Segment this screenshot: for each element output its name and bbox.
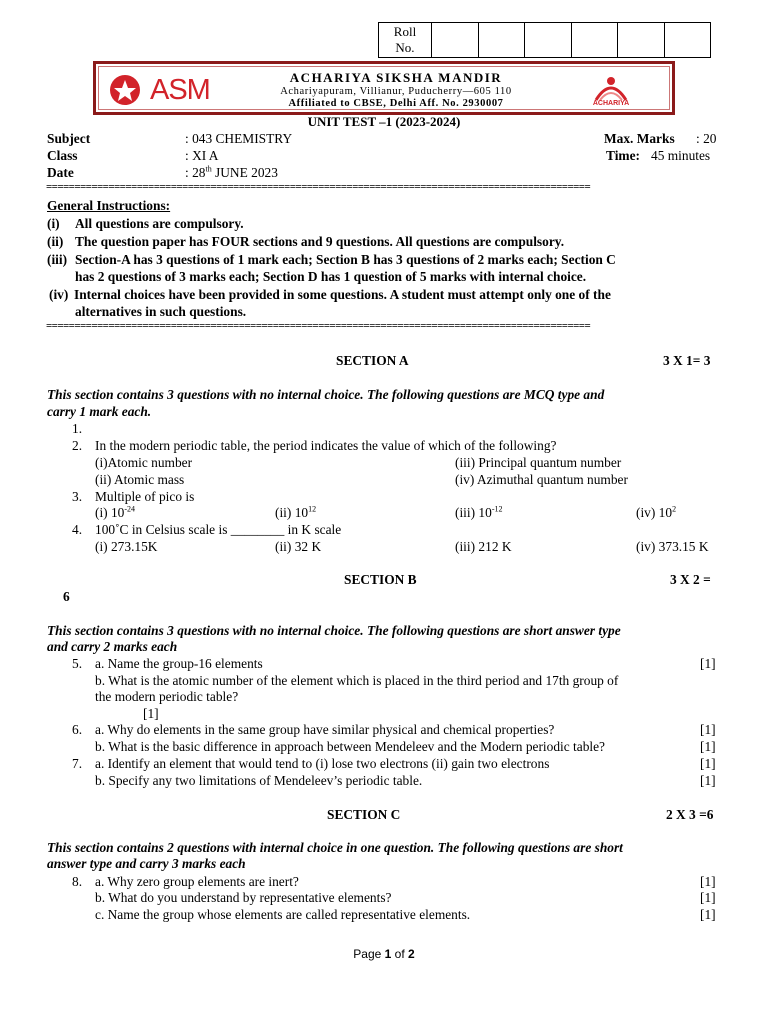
instruction-text-cont: alternatives in such questions. [75,304,247,319]
separator-line: ================================================================================================ [46,181,591,193]
exam-title: UNIT TEST –1 (2023-2024) [307,114,461,129]
section-c-title: SECTION C [327,807,401,822]
school-address: Achariyapuram, Villianur, Puducherry—605 110 [280,86,512,97]
section-b-description-cont: and carry 2 marks each [47,639,178,654]
option [455,505,503,521]
page-footer [0,947,768,961]
instruction-item [47,216,244,232]
subject-value: : 043 CHEMISTRY [185,131,293,146]
question-number: 5. [72,656,83,671]
option: (ii) Atomic mass [95,472,185,487]
option: (iii) Principal quantum number [455,455,622,470]
section-a-title: SECTION A [336,353,409,368]
option-exponent: -24 [124,504,136,514]
question-number: 4. [72,522,83,537]
date-month-year: JUNE 2023 [211,165,278,180]
date-value [185,165,278,181]
question-number: 6. [72,722,83,737]
section-c-marks: 2 X 3 =6 [666,807,714,822]
question-text: Multiple of pico is [95,489,195,504]
question-number: 7. [72,756,83,771]
section-b-marks-cont: 6 [63,589,70,604]
question-marks: [1] [700,890,716,905]
roll-cell [618,23,665,57]
instruction-number: (ii) [47,234,64,249]
question-number: 2. [72,438,83,453]
option-base: (i) 10 [95,505,125,520]
page-word: Page [353,947,382,961]
option [95,505,135,521]
question-text: 100˚C in Celsius scale is ________ in K scale [95,522,342,537]
question-marks: [1] [143,706,159,721]
section-b-description: This section contains 3 questions with no internal choice. The following questions are short answer type [47,623,621,638]
school-affiliation: Affiliated to CBSE, Delhi Aff. No. 2930007 [288,98,504,109]
star-icon [110,75,140,105]
option-exponent: -12 [491,504,503,514]
option-exponent: 2 [672,504,677,514]
separator-line: ================================================================================================ [46,320,591,332]
question-number: 1. [72,421,83,436]
class-value: : XI A [185,148,219,163]
question-marks: [1] [700,656,716,671]
question-text: c. Name the group whose elements are called representative elements. [95,907,471,922]
instructions-heading: General Instructions: [47,198,171,213]
roll-label-line2: No. [395,40,415,55]
question-text: a. Name the group-16 elements [95,656,263,671]
instruction-item [49,287,611,303]
section-b-title: SECTION B [344,572,417,587]
instruction-item [47,252,616,268]
section-b-marks: 3 X 2 = [670,572,711,587]
option-base: (iv) 10 [636,505,673,520]
question-text: b. What do you understand by representative elements? [95,890,392,905]
question-text-cont: the modern periodic table? [95,689,239,704]
instruction-text: The question paper has FOUR sections and 9 questions. All questions are compulsory. [75,234,565,249]
option: (i) 273.15K [95,539,158,554]
question-marks: [1] [700,907,716,922]
instruction-item [47,234,565,250]
instruction-number: (iv) [49,287,69,302]
date-label: Date [47,165,74,180]
achariya-logo-text: ACHARIYA [592,100,630,107]
question-text: In the modern periodic table, the period indicates the value of which of the following? [95,438,557,453]
roll-cell [665,23,711,57]
option: (iv) Azimuthal quantum number [455,472,628,487]
section-a-description: This section contains 3 questions with no internal choice. The following questions are MCQ type and [47,387,605,402]
of-word: of [394,947,405,961]
asm-logo-text: ASM [150,74,210,106]
asm-logo [110,72,230,108]
question-text: a. Why zero group elements are inert? [95,874,299,889]
school-banner [93,61,675,115]
roll-label [379,23,432,57]
class-label: Class [47,148,78,163]
option [636,505,676,521]
question-marks: [1] [700,756,716,771]
instruction-text-cont: has 2 questions of 3 marks each; Section D has 1 question of 5 marks with internal choice. [75,269,587,284]
roll-cell [432,23,479,57]
option: (iv) 373.15 K [636,539,709,554]
question-number: 3. [72,489,83,504]
achariya-logo [576,72,646,112]
instruction-text: Internal choices have been provided in some questions. A student must attempt only one of the [74,287,611,302]
section-c-description-cont: answer type and carry 3 marks each [47,856,246,871]
question-text: a. Why do elements in the same group have similar physical and chemical properties? [95,722,555,737]
roll-label-line1: Roll [393,24,417,39]
max-marks-label: Max. Marks [604,131,675,146]
instruction-text: All questions are compulsory. [75,216,244,231]
question-marks: [1] [700,773,716,788]
option [275,505,316,521]
option-base: (ii) 10 [275,505,309,520]
roll-number-box [378,22,711,58]
page-total: 2 [408,947,415,961]
option-exponent: 12 [308,504,317,514]
question-marks: [1] [700,722,716,737]
time-label: Time: [606,148,640,163]
subject-label: Subject [47,131,91,146]
question-text: b. What is the atomic number of the element which is placed in the third period and 17th group of [95,673,619,688]
time-value: 45 minutes [651,148,711,163]
option: (ii) 32 K [275,539,322,554]
question-marks: [1] [700,874,716,889]
option: (iii) 212 K [455,539,512,554]
question-text: b. What is the basic difference in approach between Mendeleev and the Modern periodic table? [95,739,606,754]
question-text: a. Identify an element that would tend to (i) lose two electrons (ii) gain two electrons [95,756,550,771]
achariya-emblem-icon [576,72,646,102]
page-number: 1 [384,947,392,961]
section-c-description: This section contains 2 questions with internal choice in one question. The following questions are short [47,840,623,855]
instruction-text: Section-A has 3 questions of 1 mark each; Section B has 3 questions of 2 marks each; Section C [75,252,616,267]
section-a-description-cont: carry 1 mark each. [47,404,152,419]
roll-cell [572,23,619,57]
question-text: b. Specify any two limitations of Mendeleev’s periodic table. [95,773,423,788]
date-suffix: th [205,164,212,174]
roll-cell [479,23,526,57]
max-marks-value: : 20 [696,131,717,146]
question-number: 8. [72,874,83,889]
option: (i)Atomic number [95,455,193,470]
question-marks: [1] [700,739,716,754]
instruction-number: (iii) [47,252,68,267]
section-a-marks: 3 X 1= 3 [663,353,711,368]
roll-cell [525,23,572,57]
school-name: ACHARIYA SIKSHA MANDIR [289,70,503,85]
school-info [236,70,556,110]
option-base: (iii) 10 [455,505,492,520]
instruction-number: (i) [47,216,60,231]
date-day: : 28 [185,165,206,180]
